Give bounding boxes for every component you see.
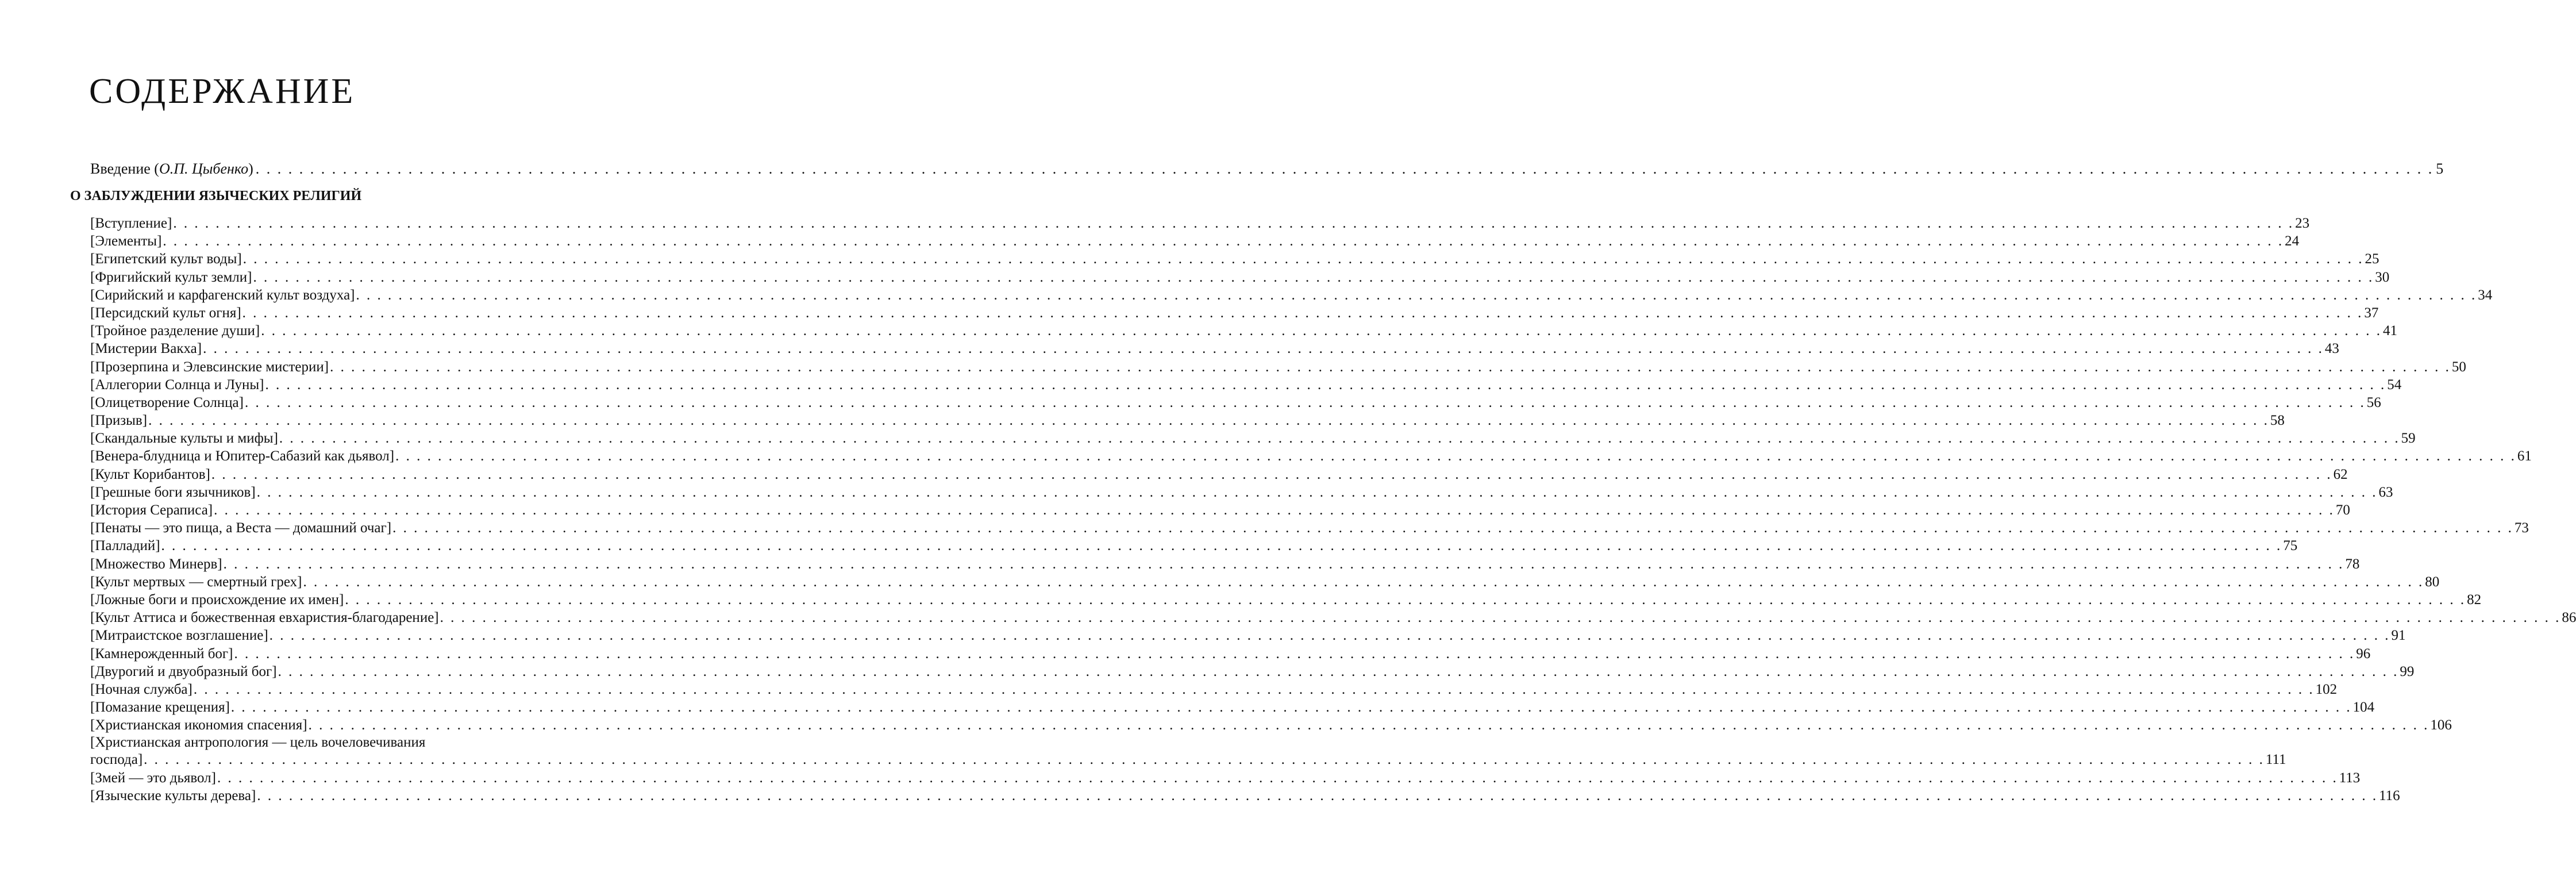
toc-entry-title: [Аллегории Солнца и Луны] xyxy=(90,376,264,393)
toc-page-number: 86 xyxy=(2562,610,2576,626)
toc-page-number: 50 xyxy=(2451,359,2466,375)
dot-leader: . . . . . . . . . . . . . . . . . . . . . . . . . . . . . . . . . . . . . . . . . . . . . . . . . . . . . . . . . . . . . . . . . . . . . . . . . . . . . . . . . . . . . . . . . . . . . . . . . . . . . . . . . . . . . . . . . . . . . . . . . . . . . . . . . . . . . . . . . . . . . . . . . . . . . . . . . . . . . . . . . . . . . . . . . . . . . . . . . . . . . . . . . . . . . . . . . . . . . . . . xyxy=(203,341,2324,357)
toc-entry[interactable] xyxy=(90,358,2466,376)
toc-page-number: 113 xyxy=(2339,770,2361,786)
toc-page-number: 23 xyxy=(2295,216,2310,231)
toc-entry[interactable] xyxy=(90,394,2381,412)
toc-page-number: 82 xyxy=(2467,591,2482,608)
toc-entry[interactable] xyxy=(90,609,2576,627)
toc-entry[interactable] xyxy=(90,627,2406,644)
toc-entry-title: [Призыв] xyxy=(90,413,148,429)
toc-page-number: 73 xyxy=(2514,520,2529,536)
toc-entry[interactable] xyxy=(90,412,2285,429)
toc-entry[interactable] xyxy=(90,250,2379,268)
toc-page-number: 59 xyxy=(2401,431,2416,447)
toc-page-number: 25 xyxy=(2365,251,2379,267)
toc-entry-title: [Сирийский и карфагенский культ воздуха] xyxy=(90,287,355,303)
toc-entry-title: [Змей — это дьявол] xyxy=(90,770,216,786)
dot-leader: . . . . . . . . . . . . . . . . . . . . . . . . . . . . . . . . . . . . . . . . . . . . . . . . . . . . . . . . . . . . . . . . . . . . . . . . . . . . . . . . . . . . . . . . . . . . . . . . . . . . . . . . . . . . . . . . . . . . . . . . . . . . . . . . . . . . . . . . . . . . . . . . . . . . . . . . . . . . . . . . . . . . . . . . . . . . . . . . . . . . . . . . . . . . . . . . . . . . . . . . xyxy=(242,251,2364,267)
toc-entry[interactable] xyxy=(90,537,2298,555)
toc-page-number: 80 xyxy=(2425,574,2440,590)
toc-entry-list xyxy=(90,214,2576,805)
dot-leader: . . . . . . . . . . . . . . . . . . . . . . . . . . . . . . . . . . . . . . . . . . . . . . . . . . . . . . . . . . . . . . . . . . . . . . . . . . . . . . . . . . . . . . . . . . . . . . . . . . . . . . . . . . . . . . . . . . . . . . . . . . . . . . . . . . . . . . . . . . . . . . . . . . . . . . . . . . . . . . . . . . . . . . . . . . . . . . . . . . . . . . . . . . . . . . . . . . . . . . . . xyxy=(330,359,2451,375)
dot-leader: . . . . . . . . . . . . . . . . . . . . . . . . . . . . . . . . . . . . . . . . . . . . . . . . . . . . . . . . . . . . . . . . . . . . . . . . . . . . . . . . . . . . . . . . . . . . . . . . . . . . . . . . . . . . . . . . . . . . . . . . . . . . . . . . . . . . . . . . . . . . . . . . . . . . . . . . . . . . . . . . . . . . . . . . . . . . . . . . . . . . . . . . . . . . . . . . . . . . . . . . xyxy=(234,645,2355,662)
toc-entry-title: [Венера-блудница и Юпитер-Сабазий как дьявол] xyxy=(90,448,395,464)
section-heading: О ЗАБЛУЖДЕНИИ ЯЗЫЧЕСКИХ РЕЛИГИЙ xyxy=(70,189,362,203)
dot-leader: . . . . . . . . . . . . . . . . . . . . . . . . . . . . . . . . . . . . . . . . . . . . . . . . . . . . . . . . . . . . . . . . . . . . . . . . . . . . . . . . . . . . . . . . . . . . . . . . . . . . . . . . . . . . . . . . . . . . . . . . . . . . . . . . . . . . . . . . . . . . . . . . . . . . . . . . . . . . . . . . . . . . . . . . . . . . . . . . . . . . . . . . . . . . . . . . . . . . . . . . xyxy=(173,216,2294,231)
toc-page-number: 63 xyxy=(2378,484,2393,500)
toc-page-number: 116 xyxy=(2379,787,2400,804)
toc-entry-title: [Грешные боги язычников] xyxy=(90,484,256,500)
toc-page-number: 34 xyxy=(2478,287,2493,303)
toc-entry[interactable] xyxy=(90,376,2402,394)
dot-leader: . . . . . . . . . . . . . . . . . . . . . . . . . . . . . . . . . . . . . . . . . . . . . . . . . . . . . . . . . . . . . . . . . . . . . . . . . . . . . . . . . . . . . . . . . . . . . . . . . . . . . . . . . . . . . . . . . . . . . . . . . . . . . . . . . . . . . . . . . . . . . . . . . . . . . . . . . . . . . . . . . . . . . . . . . . . . . . . . . . . . . . . . . . . . . . . . . . . . . . . . xyxy=(144,752,2265,768)
dot-leader: . . . . . . . . . . . . . . . . . . . . . . . . . . . . . . . . . . . . . . . . . . . . . . . . . . . . . . . . . . . . . . . . . . . . . . . . . . . . . . . . . . . . . . . . . . . . . . . . . . . . . . . . . . . . . . . . . . . . . . . . . . . . . . . . . . . . . . . . . . . . . . . . . . . . . . . . . . . . . . . . . . . . . . . . . . . . . . . . . . . . . . . . . . . . . . . . . . . . . . . . xyxy=(356,287,2477,303)
toc-entry-title: [Камнерожденный бог] xyxy=(90,645,233,662)
toc-entry[interactable] xyxy=(90,304,2379,322)
toc-entry[interactable] xyxy=(90,466,2348,483)
toc-entry-title: господа] xyxy=(90,752,143,768)
toc-page-number: 106 xyxy=(2430,717,2452,733)
toc-entry-title: [Христианская икономия спасения] xyxy=(90,717,307,733)
toc-entry-title: [Ложные боги и происхождение их имен] xyxy=(90,591,344,608)
dot-leader: . . . . . . . . . . . . . . . . . . . . . . . . . . . . . . . . . . . . . . . . . . . . . . . . . . . . . . . . . . . . . . . . . . . . . . . . . . . . . . . . . . . . . . . . . . . . . . . . . . . . . . . . . . . . . . . . . . . . . . . . . . . . . . . . . . . . . . . . . . . . . . . . . . . . . . . . . . . . . . . . . . . . . . . . . . . . . . . . . . . . . . . . . . . . . . . . . . . . . . . . xyxy=(242,305,2363,321)
dot-leader: . . . . . . . . . . . . . . . . . . . . . . . . . . . . . . . . . . . . . . . . . . . . . . . . . . . . . . . . . . . . . . . . . . . . . . . . . . . . . . . . . . . . . . . . . . . . . . . . . . . . . . . . . . . . . . . . . . . . . . . . . . . . . . . . . . . . . . . . . . . . . . . . . . . . . . . . . . . . . . . . . . . . . . . . . . . . . . . . . . . . . . . . . . . . . . . . . . . . . . . . xyxy=(345,591,2466,608)
toc-entry[interactable] xyxy=(90,698,2375,716)
toc-entry[interactable] xyxy=(90,322,2397,340)
dot-leader: . . . . . . . . . . . . . . . . . . . . . . . . . . . . . . . . . . . . . . . . . . . . . . . . . . . . . . . . . . . . . . . . . . . . . . . . . . . . . . . . . . . . . . . . . . . . . . . . . . . . . . . . . . . . . . . . . . . . . . . . . . . . . . . . . . . . . . . . . . . . . . . . . . . . . . . . . . . . . . . . . . . . . . . . . . . . . . . . . . . . . . . . . . . . . . . . . . . . . . . . xyxy=(440,610,2561,626)
toc-entry-title: [Языческие культы дерева] xyxy=(90,787,256,804)
dot-leader: . . . . . . . . . . . . . . . . . . . . . . . . . . . . . . . . . . . . . . . . . . . . . . . . . . . . . . . . . . . . . . . . . . . . . . . . . . . . . . . . . . . . . . . . . . . . . . . . . . . . . . . . . . . . . . . . . . . . . . . . . . . . . . . . . . . . . . . . . . . . . . . . . . . . . . . . . . . . . . . . . . . . . . . . . . . . . . . . . . . . . . . . . . . . . . . . . . . . . . . . xyxy=(279,431,2400,447)
toc-page-number: 111 xyxy=(2265,752,2286,768)
toc-page-number: 62 xyxy=(2333,466,2348,482)
toc-entry-wrapped-line1[interactable]: [Христианская антропология — цель вочеловечивания xyxy=(90,735,426,751)
dot-leader: . . . . . . . . . . . . . . . . . . . . . . . . . . . . . . . . . . . . . . . . . . . . . . . . . . . . . . . . . . . . . . . . . . . . . . . . . . . . . . . . . . . . . . . . . . . . . . . . . . . . . . . . . . . . . . . . . . . . . . . . . . . . . . . . . . . . . . . . . . . . . . . . . . . . . . . . . . . . . . . . . . . . . . . . . . . . . . . . . . . . . . . . . . . . . . . . . . . . . . . . xyxy=(223,556,2344,572)
toc-entry-title: [Тройное разделение души] xyxy=(90,323,260,339)
dot-leader: . . . . . . . . . . . . . . . . . . . . . . . . . . . . . . . . . . . . . . . . . . . . . . . . . . . . . . . . . . . . . . . . . . . . . . . . . . . . . . . . . . . . . . . . . . . . . . . . . . . . . . . . . . . . . . . . . . . . . . . . . . . . . . . . . . . . . . . . . . . . . . . . . . . . . . . . . . . . . . . . . . . . . . . . . . . . . . . . . . . . . . . . . . . . . . . . . . . . . . . . xyxy=(265,376,2386,393)
toc-entry[interactable] xyxy=(90,681,2338,698)
toc-entry-title: [Палладий] xyxy=(90,538,160,554)
toc-page-number: 99 xyxy=(2400,663,2415,679)
toc-entry[interactable] xyxy=(90,429,2416,447)
toc-entry-title: [Вступление] xyxy=(90,216,172,231)
toc-page-number: 54 xyxy=(2387,376,2402,393)
toc-entry-title: [Олицетворение Солнца] xyxy=(90,394,244,410)
toc-entry-title: [Культ мертвых — смертный грех] xyxy=(90,574,302,590)
dot-leader: . . . . . . . . . . . . . . . . . . . . . . . . . . . . . . . . . . . . . . . . . . . . . . . . . . . . . . . . . . . . . . . . . . . . . . . . . . . . . . . . . . . . . . . . . . . . . . . . . . . . . . . . . . . . . . . . . . . . . . . . . . . . . . . . . . . . . . . . . . . . . . . . . . . . . . . . . . . . . . . . . . . . . . . . . . . . . . . . . . . . . . . . . . . . . . . . . . . . . . . . xyxy=(230,699,2352,716)
toc-entry-title: [Мистерии Вакха] xyxy=(90,341,202,357)
dot-leader: . . . . . . . . . . . . . . . . . . . . . . . . . . . . . . . . . . . . . . . . . . . . . . . . . . . . . . . . . . . . . . . . . . . . . . . . . . . . . . . . . . . . . . . . . . . . . . . . . . . . . . . . . . . . . . . . . . . . . . . . . . . . . . . . . . . . . . . . . . . . . . . . . . . . . . . . . . . . . . . . . . . . . . . . . . . . . . . . . . . . . . . . . . . . . . . . . . . . . . . . xyxy=(256,484,2378,500)
toc-entry[interactable] xyxy=(90,232,2300,250)
dot-leader: . . . . . . . . . . . . . . . . . . . . . . . . . . . . . . . . . . . . . . . . . . . . . . . . . . . . . . . . . . . . . . . . . . . . . . . . . . . . . . . . . . . . . . . . . . . . . . . . . . . . . . . . . . . . . . . . . . . . . . . . . . . . . . . . . . . . . . . . . . . . . . . . . . . . . . . . . . . . . . . . . . . . . . . . . . . . . . . . . . . . . . . . . . . . . . . . . . . . . . . . xyxy=(163,233,2284,249)
dot-leader: . . . . . . . . . . . . . . . . . . . . . . . . . . . . . . . . . . . . . . . . . . . . . . . . . . . . . . . . . . . . . . . . . . . . . . . . . . . . . . . . . . . . . . . . . . . . . . . . . . . . . . . . . . . . . . . . . . . . . . . . . . . . . . . . . . . . . . . . . . . . . . . . . . . . . . . . . . . . . . . . . . . . . . . . . . . . . . . . . . . . . . . . . . . . . . . . . . . . . . . . xyxy=(395,448,2516,464)
toc-entry-title: [Элементы] xyxy=(90,233,162,249)
toc-entry-title: [Пенаты — это пища, а Веста — домашний очаг] xyxy=(90,520,392,536)
dot-leader: . . . . . . . . . . . . . . . . . . . . . . . . . . . . . . . . . . . . . . . . . . . . . . . . . . . . . . . . . . . . . . . . . . . . . . . . . . . . . . . . . . . . . . . . . . . . . . . . . . . . . . . . . . . . . . . . . . . . . . . . . . . . . . . . . . . . . . . . . . . . . . . . . . . . . . . . . . . . . . . . . . . . . . . . . . . . . . . . . . . . . . . . . . . . . . . . . . . . . . . . xyxy=(269,628,2390,644)
toc-page-number: 56 xyxy=(2366,394,2381,410)
toc-entry-title: [Культ Аттиса и божественная евхаристия-благодарение] xyxy=(90,610,439,626)
toc-entry-title: [Персидский культ огня] xyxy=(90,305,241,321)
toc-entry-title: [Помазание крещения] xyxy=(90,699,230,716)
dot-leader: . . . . . . . . . . . . . . . . . . . . . . . . . . . . . . . . . . . . . . . . . . . . . . . . . . . . . . . . . . . . . . . . . . . . . . . . . . . . . . . . . . . . . . . . . . . . . . . . . . . . . . . . . . . . . . . . . . . . . . . . . . . . . . . . . . . . . . . . . . . . . . . . . . . . . . . . . . . . . . . . . . . . . . . . . . . . . . . . . . . . . . . . . . . . . . . . . . . . . . . . xyxy=(193,681,2315,697)
dot-leader: . . . . . . . . . . . . . . . . . . . . . . . . . . . . . . . . . . . . . . . . . . . . . . . . . . . . . . . . . . . . . . . . . . . . . . . . . . . . . . . . . . . . . . . . . . . . . . . . . . . . . . . . . . . . . . . . . . . . . . . . . . . . . . . . . . . . . . . . . . . . . . . . . . . . . . . . . . . . . . . . . . . . . . . . . . . . . . . . . . . . . . . . . . . . . . . . . . . . . . . . xyxy=(148,413,2269,429)
toc-entry-title: [Фригийский культ земли] xyxy=(90,269,252,285)
toc-entry[interactable] xyxy=(90,447,2532,465)
intro-author: О.П. Цыбенко xyxy=(159,160,249,177)
toc-entry-title: [Культ Корибантов] xyxy=(90,466,210,482)
toc-entry[interactable] xyxy=(90,716,2452,734)
toc-entry-title: [Египетский культ воды] xyxy=(90,251,242,267)
toc-entry-title: [История Сераписа] xyxy=(90,502,213,518)
dot-leader: . . . . . . . . . . . . . . . . . . . . . . . . . . . . . . . . . . . . . . . . . . . . . . . . . . . . . . . . . . . . . . . . . . . . . . . . . . . . . . . . . . . . . . . . . . . . . . . . . . . . . . . . . . . . . . . . . . . . . . . . . . . . . . . . . . . . . . . . . . . . . . . . . . . . . . . . . . . . . . . . . . . . . . . . . . . . . . . . . . . . . . . . . . . . . . . . . . . . . . . . xyxy=(257,787,2378,804)
toc-entry-title: [Двурогий и двуобразный бог] xyxy=(90,663,277,679)
toc-entry[interactable] xyxy=(90,519,2529,537)
dot-leader: . . . . . . . . . . . . . . . . . . . . . . . . . . . . . . . . . . . . . . . . . . . . . . . . . . . . . . . . . . . . . . . . . . . . . . . . . . . . . . . . . . . . . . . . . . . . . . . . . . . . . . . . . . . . . . . . . . . . . . . . . . . . . . . . . . . . . . . . . . . . . . . . . . . . . . . . . . . . . . . . . . . . . . . . . . . . . . . . . . . . . . . . . . . . . . . . . . . . . . . . xyxy=(308,717,2429,733)
toc-entry[interactable] xyxy=(90,268,2390,286)
toc-page-number: 37 xyxy=(2364,305,2379,321)
toc-page-number: 30 xyxy=(2375,269,2390,285)
toc-entry[interactable] xyxy=(90,769,2361,787)
toc-page-number: 5 xyxy=(2436,160,2444,177)
toc-page-number: 70 xyxy=(2335,502,2350,518)
toc-entry[interactable] xyxy=(90,555,2360,573)
page-title: СОДЕРЖАНИЕ xyxy=(89,72,356,111)
toc-page-number: 61 xyxy=(2517,448,2532,464)
toc-entry-title: [Скандальные культы и мифы] xyxy=(90,431,278,447)
toc-entry[interactable] xyxy=(90,663,2415,681)
toc-page-number: 58 xyxy=(2270,413,2285,429)
toc-page-number: 96 xyxy=(2356,645,2371,662)
toc-entry-title: Введение (О.П. Цыбенко) xyxy=(90,160,253,177)
toc-entry[interactable] xyxy=(90,591,2482,609)
toc-page-number: 43 xyxy=(2324,341,2339,357)
toc-entry[interactable] xyxy=(90,751,2286,768)
toc-page-number: 75 xyxy=(2283,538,2298,554)
dot-leader: . . . . . . . . . . . . . . . . . . . . . . . . . . . . . . . . . . . . . . . . . . . . . . . . . . . . . . . . . . . . . . . . . . . . . . . . . . . . . . . . . . . . . . . . . . . . . . . . . . . . . . . . . . . . . . . . . . . . . . . . . . . . . . . . . . . . . . . . . . . . . . . . . . . . . . . . . . . . . . . . . . . . . . . . . . . . . . . . . . . . . . . . . . . . . . . . . . . . . . . . xyxy=(161,538,2282,554)
dot-leader: . . . . . . . . . . . . . . . . . . . . . . . . . . . . . . . . . . . . . . . . . . . . . . . . . . . . . . . . . . . . . . . . . . . . . . . . . . . . . . . . . . . . . . . . . . . . . . . . . . . . . . . . . . . . . . . . . . . . . . . . . . . . . . . . . . . . . . . . . . . . . . . . . . . . . . . . . . . . . . . . . . . . . . . . . . . . . . . . . . . . . . . . . . . . . . . . . . . . . . . . xyxy=(392,520,2513,536)
toc-page-number: 104 xyxy=(2352,699,2375,716)
dot-leader: . . . . . . . . . . . . . . . . . . . . . . . . . . . . . . . . . . . . . . . . . . . . . . . . . . . . . . . . . . . . . . . . . . . . . . . . . . . . . . . . . . . . . . . . . . . . . . . . . . . . . . . . . . . . . . . . . . . . . . . . . . . . . . . . . . . . . . . . . . . . . . . . . . . . . . . . . . . . . . . . . . . . . . . . . . . . . . . . . . . . . . . . . . . . . . . . . . . . . . . . xyxy=(303,574,2424,590)
toc-entry[interactable] xyxy=(90,214,2310,232)
toc-entry-title: [Митраистское возглашение] xyxy=(90,628,268,644)
toc-entry-title: [Множество Минерв] xyxy=(90,556,222,572)
toc-entry[interactable] xyxy=(90,645,2371,663)
toc-entry-intro[interactable] xyxy=(90,160,2444,178)
toc-page-number: 102 xyxy=(2315,681,2338,697)
toc-entry[interactable] xyxy=(90,501,2350,519)
dot-leader: . . . . . . . . . . . . . . . . . . . . . . . . . . . . . . . . . . . . . . . . . . . . . . . . . . . . . . . . . . . . . . . . . . . . . . . . . . . . . . . . . . . . . . . . . . . . . . . . . . . . . . . . . . . . . . . . . . . . . . . . . . . . . . . . . . . . . . . . . . . . . . . . . . . . . . . . . . . . . . . . . . . . . . . . . . . . . . . . . . . . . . . . . . . . . . . . . . . . . . . . xyxy=(211,466,2332,482)
dot-leader: . . . . . . . . . . . . . . . . . . . . . . . . . . . . . . . . . . . . . . . . . . . . . . . . . . . . . . . . . . . . . . . . . . . . . . . . . . . . . . . . . . . . . . . . . . . . . . . . . . . . . . . . . . . . . . . . . . . . . . . . . . . . . . . . . . . . . . . . . . . . . . . . . . . . . . . . . . . . . . . . . . . . . . . . . . . . . . . . . . . . . . . . . . . . . . . . . . . . . . . . xyxy=(278,663,2399,679)
toc-entry[interactable] xyxy=(90,340,2339,358)
toc-page-number: 78 xyxy=(2345,556,2360,572)
toc-entry-title: [Прозерпина и Элевсинские мистерии] xyxy=(90,359,329,375)
toc-entry[interactable] xyxy=(90,286,2493,304)
toc-page-number: 24 xyxy=(2285,233,2300,249)
dot-leader: . . . . . . . . . . . . . . . . . . . . . . . . . . . . . . . . . . . . . . . . . . . . . . . . . . . . . . . . . . . . . . . . . . . . . . . . . . . . . . . . . . . . . . . . . . . . . . . . . . . . . . . . . . . . . . . . . . . . . . . . . . . . . . . . . . . . . . . . . . . . . . . . . . . . . . . . . . . . . . . . . . . . . . . . . . . . . . . . . . . . . . . . . . . . . . . . . . . . . . . . xyxy=(253,269,2374,285)
toc-entry-title: [Ночная служба] xyxy=(90,681,192,697)
toc-entry[interactable] xyxy=(90,787,2400,805)
dot-leader: . . . . . . . . . . . . . . . . . . . . . . . . . . . . . . . . . . . . . . . . . . . . . . . . . . . . . . . . . . . . . . . . . . . . . . . . . . . . . . . . . . . . . . . . . . . . . . . . . . . . . . . . . . . . . . . . . . . . . . . . . . . . . . . . . . . . . . . . . . . . . . . . . . . . . . . . . . . . . . . . . . . . . . . . . . . . . . . . . . . . . . . . . . . . . . . . . . . . . . . . xyxy=(261,323,2382,339)
dot-leader: . . . . . . . . . . . . . . . . . . . . . . . . . . . . . . . . . . . . . . . . . . . . . . . . . . . . . . . . . . . . . . . . . . . . . . . . . . . . . . . . . . . . . . . . . . . . . . . . . . . . . . . . . . . . . . . . . . . . . . . . . . . . . . . . . . . . . . . . . . . . . . . . . . . . . . . . . . . . . . . . . . . . . . . . . . . . . . . . . . . . . . . . . . . . . . . . . . . . . . . . xyxy=(217,770,2338,786)
toc-entry[interactable] xyxy=(90,573,2440,591)
dot-leader: . . . . . . . . . . . . . . . . . . . . . . . . . . . . . . . . . . . . . . . . . . . . . . . . . . . . . . . . . . . . . . . . . . . . . . . . . . . . . . . . . . . . . . . . . . . . . . . . . . . . . . . . . . . . . . . . . . . . . . . . . . . . . . . . . . . . . . . . . . . . . . . . . . . . . . . . . . . . . . . . . . . . . . . . . . . . . . . . . . . . . . . . . . . . . . . . . . . . . . . . xyxy=(255,160,2434,177)
toc-entry[interactable] xyxy=(90,483,2393,501)
dot-leader: . . . . . . . . . . . . . . . . . . . . . . . . . . . . . . . . . . . . . . . . . . . . . . . . . . . . . . . . . . . . . . . . . . . . . . . . . . . . . . . . . . . . . . . . . . . . . . . . . . . . . . . . . . . . . . . . . . . . . . . . . . . . . . . . . . . . . . . . . . . . . . . . . . . . . . . . . . . . . . . . . . . . . . . . . . . . . . . . . . . . . . . . . . . . . . . . . . . . . . . . xyxy=(244,394,2366,410)
dot-leader: . . . . . . . . . . . . . . . . . . . . . . . . . . . . . . . . . . . . . . . . . . . . . . . . . . . . . . . . . . . . . . . . . . . . . . . . . . . . . . . . . . . . . . . . . . . . . . . . . . . . . . . . . . . . . . . . . . . . . . . . . . . . . . . . . . . . . . . . . . . . . . . . . . . . . . . . . . . . . . . . . . . . . . . . . . . . . . . . . . . . . . . . . . . . . . . . . . . . . . . . xyxy=(214,502,2335,518)
toc-page-number: 91 xyxy=(2391,628,2406,644)
toc-page-number: 41 xyxy=(2383,323,2397,339)
